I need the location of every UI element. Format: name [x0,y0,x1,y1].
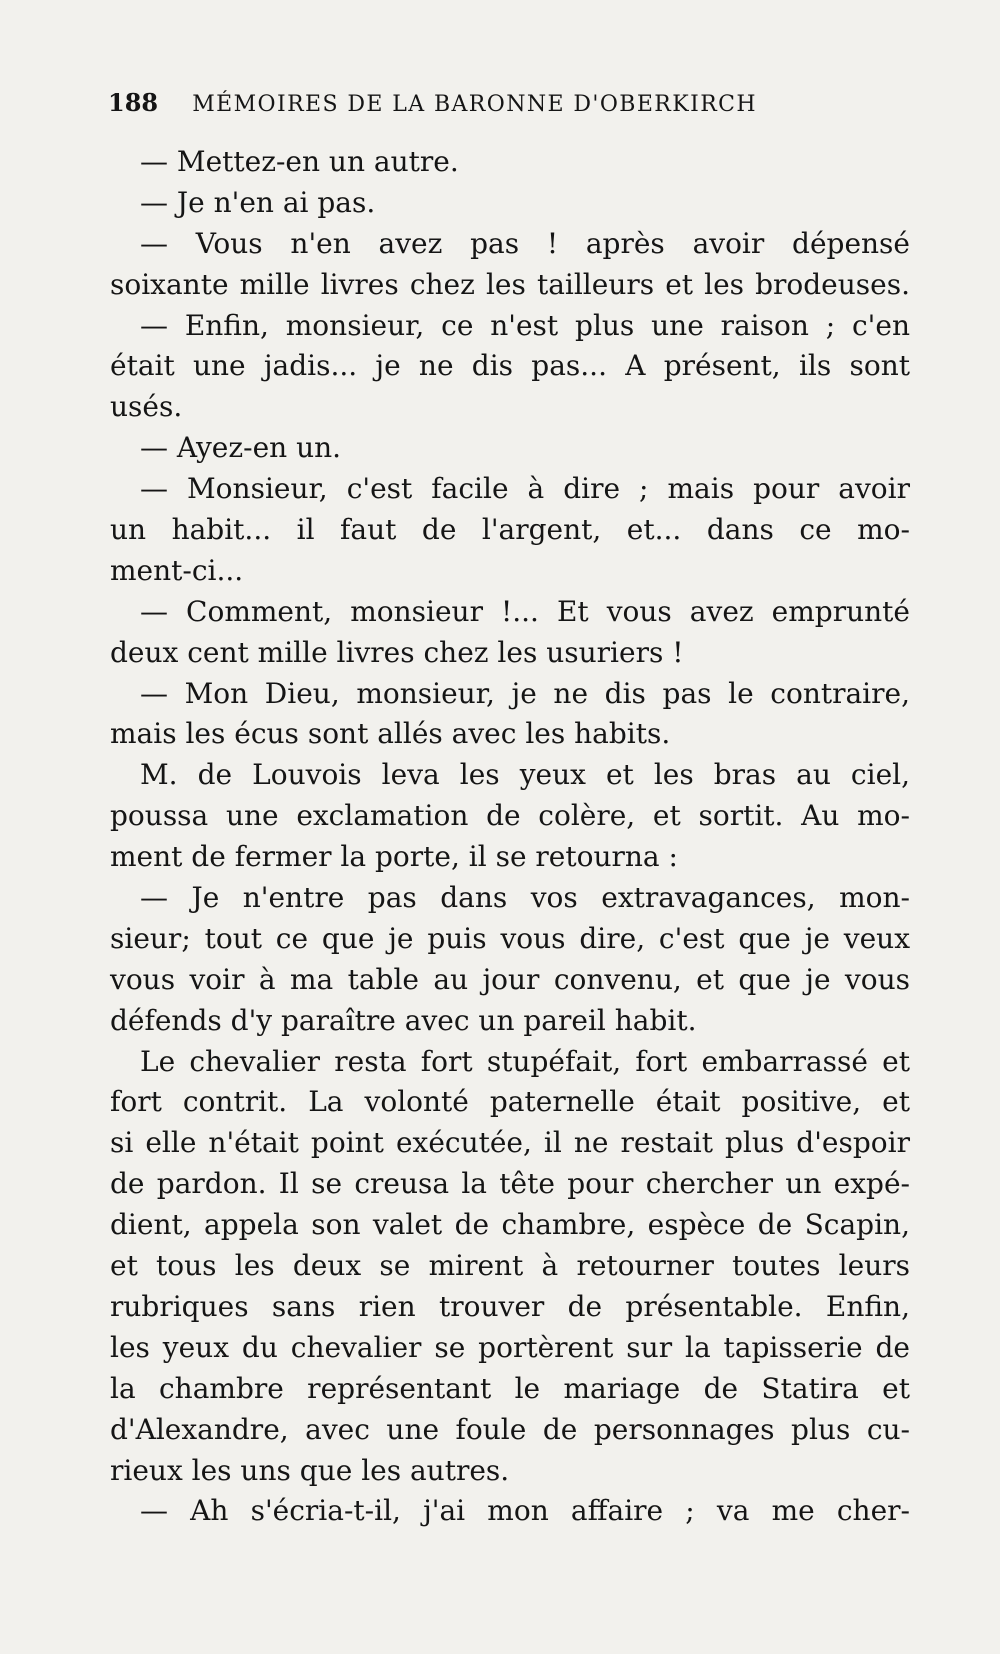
text-line: M. de Louvois leva les yeux et les bras au ciel, [140,758,910,792]
text-line: et tous les deux se mirent à retourner toutes leurs [110,1249,910,1283]
text-line: les yeux du chevalier se portèrent sur la tapisserie de [110,1330,910,1364]
text-line: sieur; tout ce que je puis vous dire, c'est que je veux [110,921,910,955]
text-line: deux cent mille livres chez les usuriers ! [110,635,684,669]
text-line: — Comment, monsieur !... Et vous avez emprunté [140,594,910,628]
running-header [108,88,908,128]
text-line: usés. [110,390,183,424]
page-text [110,142,910,1532]
text-line: rubriques sans rien trouver de présentable. Enfin, [110,1289,910,1323]
text-line: Le chevalier resta fort stupéfait, fort embarrassé et [140,1044,910,1078]
text-line: soixante mille livres chez les tailleurs et les brodeuses. [110,267,910,301]
text-line: était une jadis... je ne dis pas... A présent, ils sont [110,349,910,383]
text-line: rieux les uns que les autres. [110,1453,510,1487]
text-line: ment-ci... [110,553,244,587]
running-title: MÉMOIRES DE LA BARONNE D'OBERKIRCH [192,92,757,117]
text-line: mais les écus sont allés avec les habits. [110,717,671,751]
text-line: — Mon Dieu, monsieur, je ne dis pas le contraire, [140,676,910,710]
text-line: dient, appela son valet de chambre, espèce de Scapin, [110,1208,910,1242]
page-number: 188 [108,88,159,117]
text-line: fort contrit. La volonté paternelle était positive, et [110,1085,910,1119]
text-line: poussa une exclamation de colère, et sortit. Au mo- [110,799,910,833]
text-line: — Je n'en ai pas. [140,185,376,219]
text-line: — Monsieur, c'est facile à dire ; mais pour avoir [140,472,910,506]
text-line: — Je n'entre pas dans vos extravagances, mon- [140,881,910,915]
text-line: d'Alexandre, avec une foule de personnages plus cu- [110,1412,910,1446]
text-line: la chambre représentant le mariage de Statira et [110,1371,910,1405]
text-line: un habit... il faut de l'argent, et... dans ce mo- [110,513,910,547]
text-line: — Mettez-en un autre. [140,145,459,178]
text-line: vous voir à ma table au jour convenu, et que je vous [110,962,910,996]
text-line: — Enfin, monsieur, ce n'est plus une raison ; c'en [140,308,910,342]
text-line: — Ah s'écria-t-il, j'ai mon affaire ; va me cher- [140,1494,910,1528]
text-line: — Ayez-en un. [140,431,342,465]
text-line: défends d'y paraître avec un pareil habit. [110,1003,697,1037]
text-line: si elle n'était point exécutée, il ne restait plus d'espoir [110,1126,910,1160]
text-line: — Vous n'en avez pas ! après avoir dépensé [140,226,910,260]
text-line: de pardon. Il se creusa la tête pour chercher un expé- [110,1167,910,1201]
text-line: ment de fermer la porte, il se retourna : [110,840,678,874]
